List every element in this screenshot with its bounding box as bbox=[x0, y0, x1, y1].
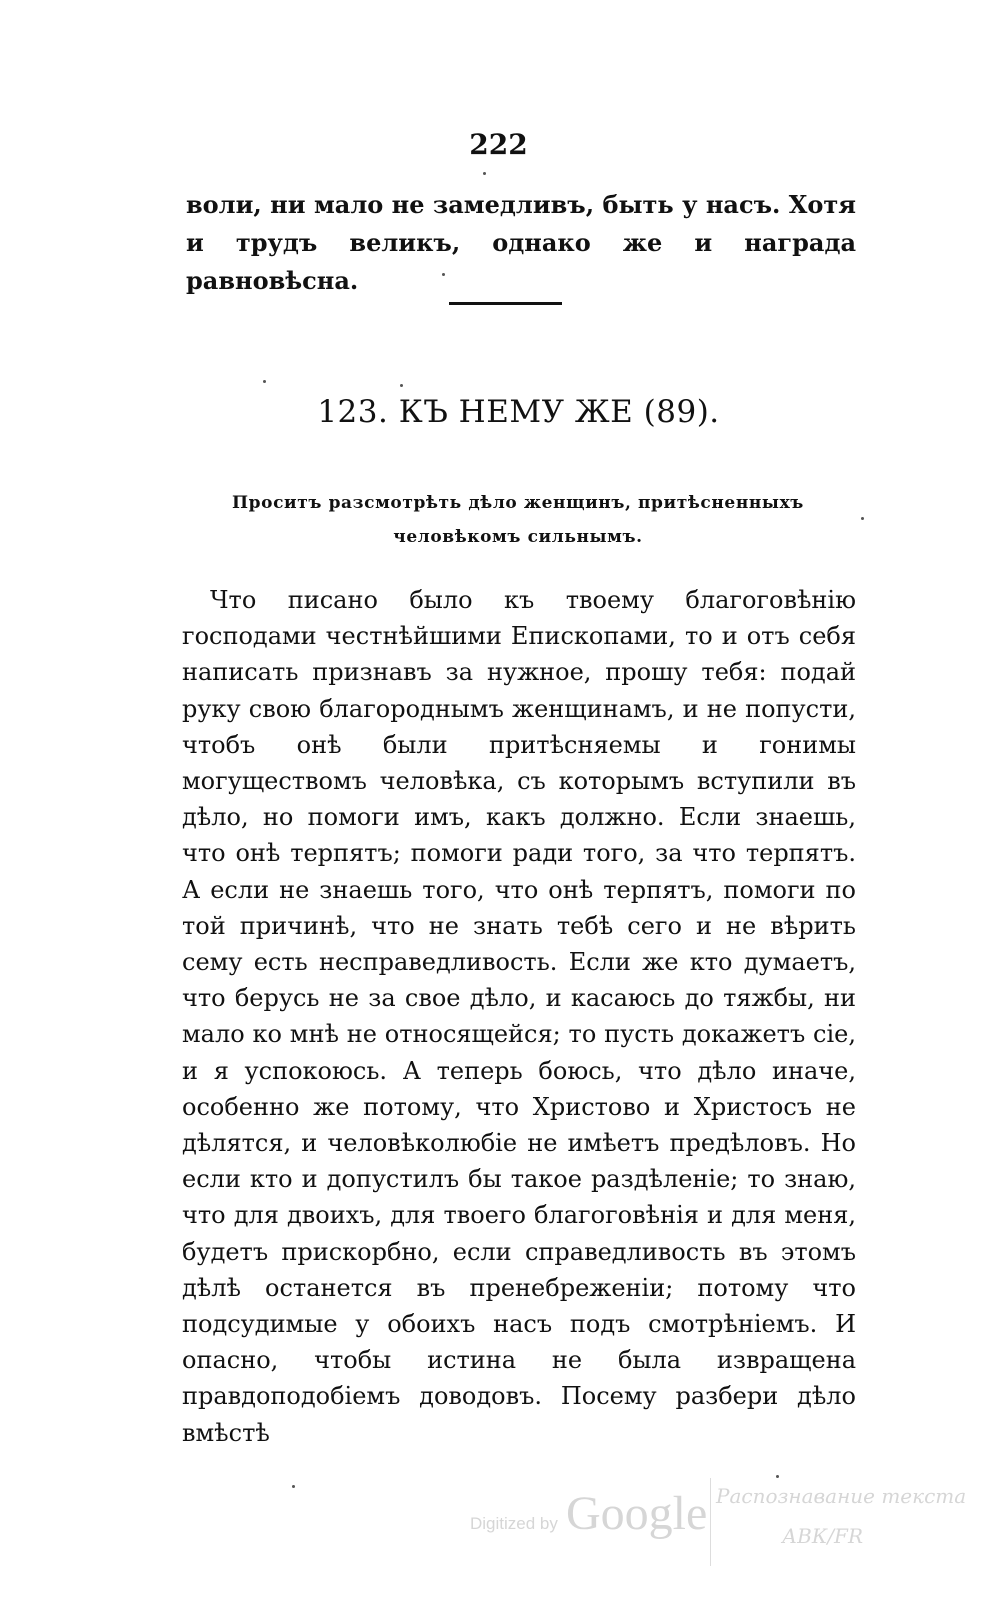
print-speck bbox=[483, 172, 486, 175]
ocr-credit: АВК/FR bbox=[782, 1524, 863, 1548]
page-number: 222 bbox=[469, 128, 528, 161]
watermark-divider bbox=[710, 1478, 711, 1566]
print-speck bbox=[442, 273, 445, 276]
ocr-note: Распознавание текста bbox=[716, 1484, 967, 1508]
continuation-paragraph: воли, ни мало не замедливъ, быть у насъ. Хотя и трудъ великъ, однако же и награда равновѣсна. bbox=[186, 190, 856, 295]
digitized-by-label: Digitized by bbox=[470, 1514, 558, 1533]
print-speck bbox=[292, 1485, 295, 1488]
letter-summary: Проситъ разсмотрѣть дѣло женщинъ, притѣсненныхъ человѣкомъ сильнымъ. bbox=[232, 493, 804, 547]
google-logo: Google bbox=[566, 1487, 708, 1540]
section-divider bbox=[449, 302, 562, 305]
print-speck bbox=[263, 380, 266, 383]
letter-body: Что писано было къ твоему благоговѣнію господами честнѣйшими Епископами, то и отъ себя написать признавъ за нужное, прошу тебя: подай руку свою благороднымъ женщинамъ, и не попусти, чтобъ онѣ были притѣсняемы и гонимы могуществомъ человѣка, съ которымъ вступили въ дѣло, но помоги имъ, какъ должно. Если знаешь, что онѣ терпятъ; помоги ради того, за что терпятъ. А если не знаешь того, что онѣ терпятъ, помоги по той причинѣ, что не знать тебѣ сего и не вѣрить сему есть несправедливость. Если же кто думаетъ, что берусь не за свое дѣло, и касаюсь до тяжбы, ни мало ко мнѣ не относящейся; то пусть докажетъ сіе, и я успокоюсь. А теперь боюсь, что дѣло иначе, особенно же потому, что Христово и Христосъ не дѣлятся, и человѣколюбіе не имѣетъ предѣловъ. Но если кто и допустилъ бы такое раздѣленіе; то знаю, что для двоихъ, для твоего благоговѣнія и для меня, будетъ прискорбно, если справедливость въ этомъ дѣлѣ останется въ пренебреженіи; потому что подсудимые у обоихъ насъ подъ смотрѣніемъ. И опасно, чтобы истина не была извращена правдоподобіемъ доводовъ. Посему разбери дѣло вмѣстѣ bbox=[182, 586, 856, 1447]
print-speck bbox=[861, 517, 864, 520]
digitization-watermark bbox=[470, 1478, 970, 1578]
print-speck bbox=[400, 384, 403, 387]
letter-title: 123. КЪ НЕМУ ЖЕ (89). bbox=[317, 394, 720, 430]
